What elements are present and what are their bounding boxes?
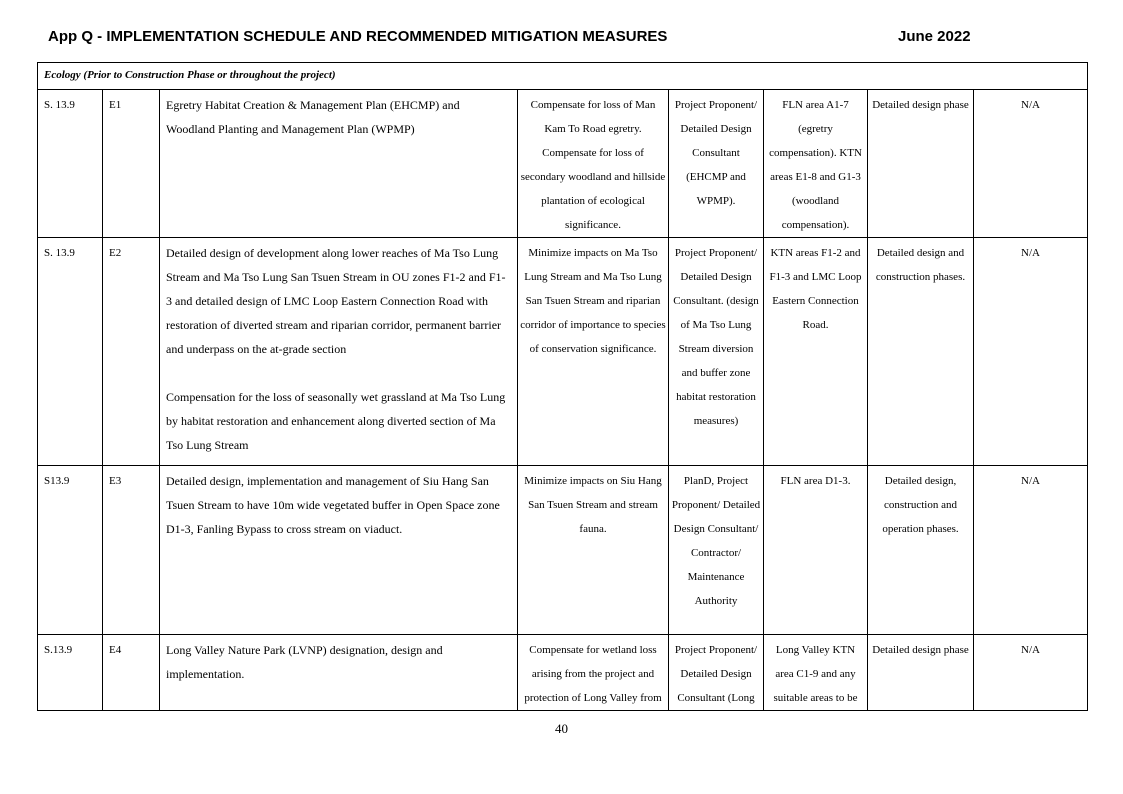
section-title: Ecology (Prior to Construction Phase or throughout the project) (38, 63, 1088, 90)
measure-id-cell: E1 (103, 90, 160, 238)
measure-id-cell: E3 (103, 466, 160, 635)
objective-cell: Compensate for loss of Man Kam To Road egretry. Compensate for loss of secondary woodland and hillside plantation of ecological significance. (518, 90, 669, 238)
measure-text: Egretry Habitat Creation & Management Plan (EHCMP) and Woodland Planting and Management Plan (WPMP) (166, 98, 460, 136)
requirements-cell: N/A (974, 90, 1088, 238)
table-row (38, 238, 1088, 466)
requirements-cell: N/A (974, 466, 1088, 635)
location-cell: Long Valley KTN area C1-9 and any suitable areas to be (764, 635, 868, 711)
implementation-agent-cell: Project Proponent/ Detailed Design Consultant (Long (669, 635, 764, 711)
objective-cell: Compensate for wetland loss arising from the project and protection of Long Valley from (518, 635, 669, 711)
document-title: App Q - IMPLEMENTATION SCHEDULE AND RECOMMENDED MITIGATION MEASURES (48, 28, 668, 45)
requirements-cell: N/A (974, 238, 1088, 466)
measure-text-2: Compensation for the loss of seasonally wet grassland at Ma Tso Lung by habitat restoration and enhancement along diverted section of Ma Tso Lung Stream (166, 390, 506, 452)
implementation-agent-cell: PlanD, Project Proponent/ Detailed Design Consultant/ Contractor/ Maintenance Authority (669, 466, 764, 635)
table-row (38, 90, 1088, 238)
location-cell: FLN area D1-3. (764, 466, 868, 635)
measure-id-cell: E4 (103, 635, 160, 711)
section-header-row (38, 63, 1088, 90)
implementation-agent-cell: Project Proponent/ Detailed Design Consultant. (design of Ma Tso Lung Stream diversion and buffer zone habitat restoration measures) (669, 238, 764, 466)
page-number: 40 (555, 721, 568, 736)
measure-cell (160, 238, 518, 466)
location-cell: KTN areas F1-2 and F1-3 and LMC Loop Eastern Connection Road. (764, 238, 868, 466)
timing-cell: Detailed design, construction and operation phases. (868, 466, 974, 635)
eia-reference-cell: S.13.9 (38, 635, 103, 711)
measure-id-cell: E2 (103, 238, 160, 466)
eia-reference-cell: S. 13.9 (38, 238, 103, 466)
document-date: June 2022 (898, 28, 971, 45)
mitigation-schedule-table (37, 62, 1088, 711)
measure-text: Detailed design, implementation and management of Siu Hang San Tsuen Stream to have 10m wide vegetated buffer in Open Space zone D1-3, Fanling Bypass to cross stream on viaduct. (166, 474, 500, 536)
eia-reference-cell: S. 13.9 (38, 90, 103, 238)
timing-cell: Detailed design phase (868, 90, 974, 238)
table-row (38, 635, 1088, 711)
measure-cell (160, 635, 518, 711)
measure-cell (160, 90, 518, 238)
objective-cell: Minimize impacts on Siu Hang San Tsuen Stream and stream fauna. (518, 466, 669, 635)
measure-text: Detailed design of development along lower reaches of Ma Tso Lung Stream and Ma Tso Lung San Tsuen Stream in OU zones F1-2 and F1-3 and detailed design of LMC Loop Eastern Connection Road with restoration of diverted stream and riparian corridor, permanent barrier and underpass on the at-grade section (166, 246, 506, 356)
timing-cell: Detailed design and construction phases. (868, 238, 974, 466)
objective-cell: Minimize impacts on Ma Tso Lung Stream and Ma Tso Lung San Tsuen Stream and riparian corridor of importance to species of conservation significance. (518, 238, 669, 466)
paragraph-gap (166, 361, 511, 385)
measure-cell (160, 466, 518, 635)
timing-cell: Detailed design phase (868, 635, 974, 711)
measure-text: Long Valley Nature Park (LVNP) designation, design and implementation. (166, 643, 443, 681)
requirements-cell: N/A (974, 635, 1088, 711)
location-cell: FLN area A1-7 (egretry compensation). KTN areas E1-8 and G1-3 (woodland compensation). (764, 90, 868, 238)
implementation-agent-cell: Project Proponent/ Detailed Design Consultant (EHCMP and WPMP). (669, 90, 764, 238)
table-row (38, 466, 1088, 635)
eia-reference-cell: S13.9 (38, 466, 103, 635)
